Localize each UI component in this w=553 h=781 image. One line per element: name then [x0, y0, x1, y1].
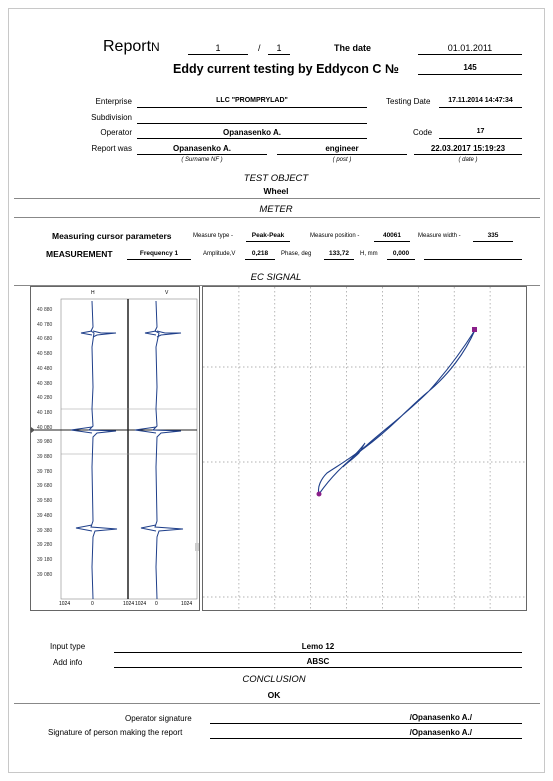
device-number: 145 — [463, 63, 477, 72]
strip-x-tick: 1024 — [59, 601, 71, 607]
report-total: 1 — [276, 43, 282, 53]
trace-h — [89, 301, 117, 599]
operator-signature-label: Operator signature — [125, 714, 192, 723]
amplitude-label: Amplitude,V — [203, 251, 236, 257]
report-n-label: N — [151, 40, 160, 54]
testing-date-label: Testing Date — [386, 97, 431, 106]
strip-y-tick: 39 580 — [37, 498, 53, 505]
add-info-line — [114, 667, 522, 668]
report-was-post-line — [277, 154, 407, 155]
trace-h-spike-1 — [93, 331, 116, 337]
h-line — [387, 259, 415, 260]
strip-y-tick: 39 480 — [37, 512, 53, 519]
operator-label: Operator — [100, 128, 132, 137]
lissajous-trace — [318, 330, 475, 494]
date-label: The date — [334, 43, 372, 53]
strip-y-tick: 39 880 — [37, 454, 53, 460]
strip-y-tick: 39 980 — [37, 439, 53, 446]
measure-width-label: Measure width - — [418, 233, 461, 239]
amplitude-line — [245, 259, 275, 260]
measure-width-value: 335 — [487, 232, 499, 239]
cursor-label: Measuring cursor parameters — [52, 231, 172, 241]
strip-x-tick: 1024 — [135, 601, 147, 607]
frequency-line — [127, 259, 191, 260]
report-number-line — [188, 54, 248, 55]
xy-plane-panel — [202, 286, 527, 611]
operator-line — [137, 138, 367, 139]
trace-h-left-spike — [71, 331, 92, 531]
measure-type-label: Measure type - — [193, 233, 234, 239]
strip-scrollbar-thumb[interactable] — [195, 543, 199, 551]
strip-x-tick: 0 — [155, 601, 158, 607]
subdivision-line — [137, 123, 367, 124]
signal-start-marker — [317, 492, 322, 497]
strip-x-tick: 1024 — [123, 601, 135, 607]
divider-4 — [14, 703, 540, 704]
subtitle: Eddy current testing by Eddycon C № — [173, 62, 399, 76]
strip-chart-svg — [31, 287, 201, 612]
date-line — [418, 54, 522, 55]
strip-y-tick: 40 180 — [37, 409, 53, 416]
frequency-value: Frequency 1 — [139, 250, 179, 257]
measure-position-line — [374, 241, 410, 242]
strip-h-label: H — [91, 290, 95, 296]
amplitude-value: 0,218 — [251, 250, 269, 257]
enterprise-value: LLC "PROMPRYLAD" — [216, 97, 288, 104]
report-was-post: engineer — [325, 144, 359, 153]
report-slash: / — [258, 43, 261, 53]
input-type-label: Input type — [50, 642, 86, 651]
strip-y-tick: 40 580 — [37, 351, 53, 358]
date-value: 01.01.2011 — [447, 43, 493, 53]
report-signature-label: Signature of person making the report — [48, 728, 183, 737]
report-was-label: Report was — [91, 144, 132, 153]
enterprise-line — [137, 107, 367, 108]
h-value: 0,000 — [392, 250, 410, 257]
trace-v — [153, 301, 183, 599]
surname-caption: ( Surname NF ) — [181, 157, 223, 163]
h-label: H, mm — [360, 251, 378, 257]
strip-y-tick: 40 480 — [37, 365, 53, 372]
strip-y-tick: 39 180 — [37, 556, 53, 563]
phase-line — [324, 259, 354, 260]
date-caption: ( date ) — [458, 157, 478, 163]
code-line — [439, 138, 522, 139]
cursor-marker-icon — [31, 427, 35, 433]
strip-y-tick: 39 280 — [37, 542, 53, 549]
ec-signal-title: EC SIGNAL — [250, 272, 302, 283]
strip-y-tick: 39 780 — [37, 468, 53, 475]
report-number: 1 — [215, 43, 221, 53]
input-type-line — [114, 652, 522, 653]
phase-label: Phase, deg — [281, 251, 312, 257]
report-total-line — [268, 54, 290, 55]
xy-plane-svg — [203, 287, 528, 612]
measurement-label: MEASUREMENT — [46, 249, 113, 259]
signal-end-marker — [472, 327, 477, 332]
testing-date-line — [439, 107, 522, 108]
trace-v-spike-1 — [157, 331, 181, 337]
code-value: 17 — [476, 128, 485, 135]
strip-v-label: V — [165, 290, 169, 296]
strip-x-tick: 1024 — [181, 601, 193, 607]
report-was-date: 22.03.2017 15:19:23 — [430, 144, 506, 153]
measure-type-value: Peak-Peak — [251, 232, 285, 239]
operator-signature-value: /Opanasenko A./ — [409, 713, 472, 722]
enterprise-label: Enterprise — [95, 97, 132, 106]
report-signature-value: /Opanasenko A./ — [409, 728, 472, 737]
strip-y-tick: 40 680 — [37, 336, 53, 343]
strip-y-tick: 40 080 — [37, 424, 53, 431]
report-label: Report — [103, 38, 152, 55]
add-info-value: ABSC — [306, 657, 330, 666]
divider-1 — [14, 198, 540, 199]
test-object-title: TEST OBJECT — [243, 173, 309, 184]
operator-signature-line — [210, 723, 522, 724]
strip-y-tick: 39 680 — [37, 483, 53, 490]
test-object-value: Wheel — [263, 186, 289, 196]
strip-chart-panel — [30, 286, 200, 611]
device-number-line — [418, 74, 522, 75]
report-was-date-line — [414, 154, 522, 155]
divider-2 — [14, 217, 540, 218]
conclusion-value: OK — [267, 690, 281, 700]
code-label: Code — [413, 128, 433, 137]
meter-title: METER — [259, 204, 293, 215]
operator-value: Opanasenko A. — [223, 128, 281, 137]
report-was-name-line — [137, 154, 267, 155]
conclusion-title: CONCLUSION — [242, 674, 306, 685]
measure-type-line — [246, 241, 290, 242]
input-type-value: Lemo 12 — [301, 642, 335, 651]
strip-y-tick: 40 780 — [37, 321, 53, 328]
measurement-extra-line — [424, 259, 522, 260]
testing-date-value: 17.11.2014 14:47:34 — [448, 97, 513, 104]
strip-y-tick: 39 380 — [37, 527, 53, 534]
report-signature-line — [210, 738, 522, 739]
strip-y-tick: 40 880 — [37, 307, 53, 313]
add-info-label: Add info — [53, 658, 83, 667]
post-caption: ( post ) — [332, 157, 352, 163]
strip-x-tick: 0 — [91, 601, 94, 607]
measure-position-label: Measure position - — [310, 233, 360, 239]
strip-y-tick: 39 080 — [37, 571, 53, 578]
trace-v-left-spike — [135, 331, 156, 531]
phase-value: 133,72 — [329, 250, 349, 257]
measure-position-value: 40061 — [382, 232, 402, 239]
report-was-name: Opanasenko A. — [173, 144, 231, 153]
report-title — [103, 38, 160, 56]
measure-width-line — [473, 241, 513, 242]
strip-y-tick: 40 280 — [37, 395, 53, 402]
subdivision-label: Subdivision — [91, 113, 132, 122]
strip-y-tick: 40 380 — [37, 380, 53, 387]
